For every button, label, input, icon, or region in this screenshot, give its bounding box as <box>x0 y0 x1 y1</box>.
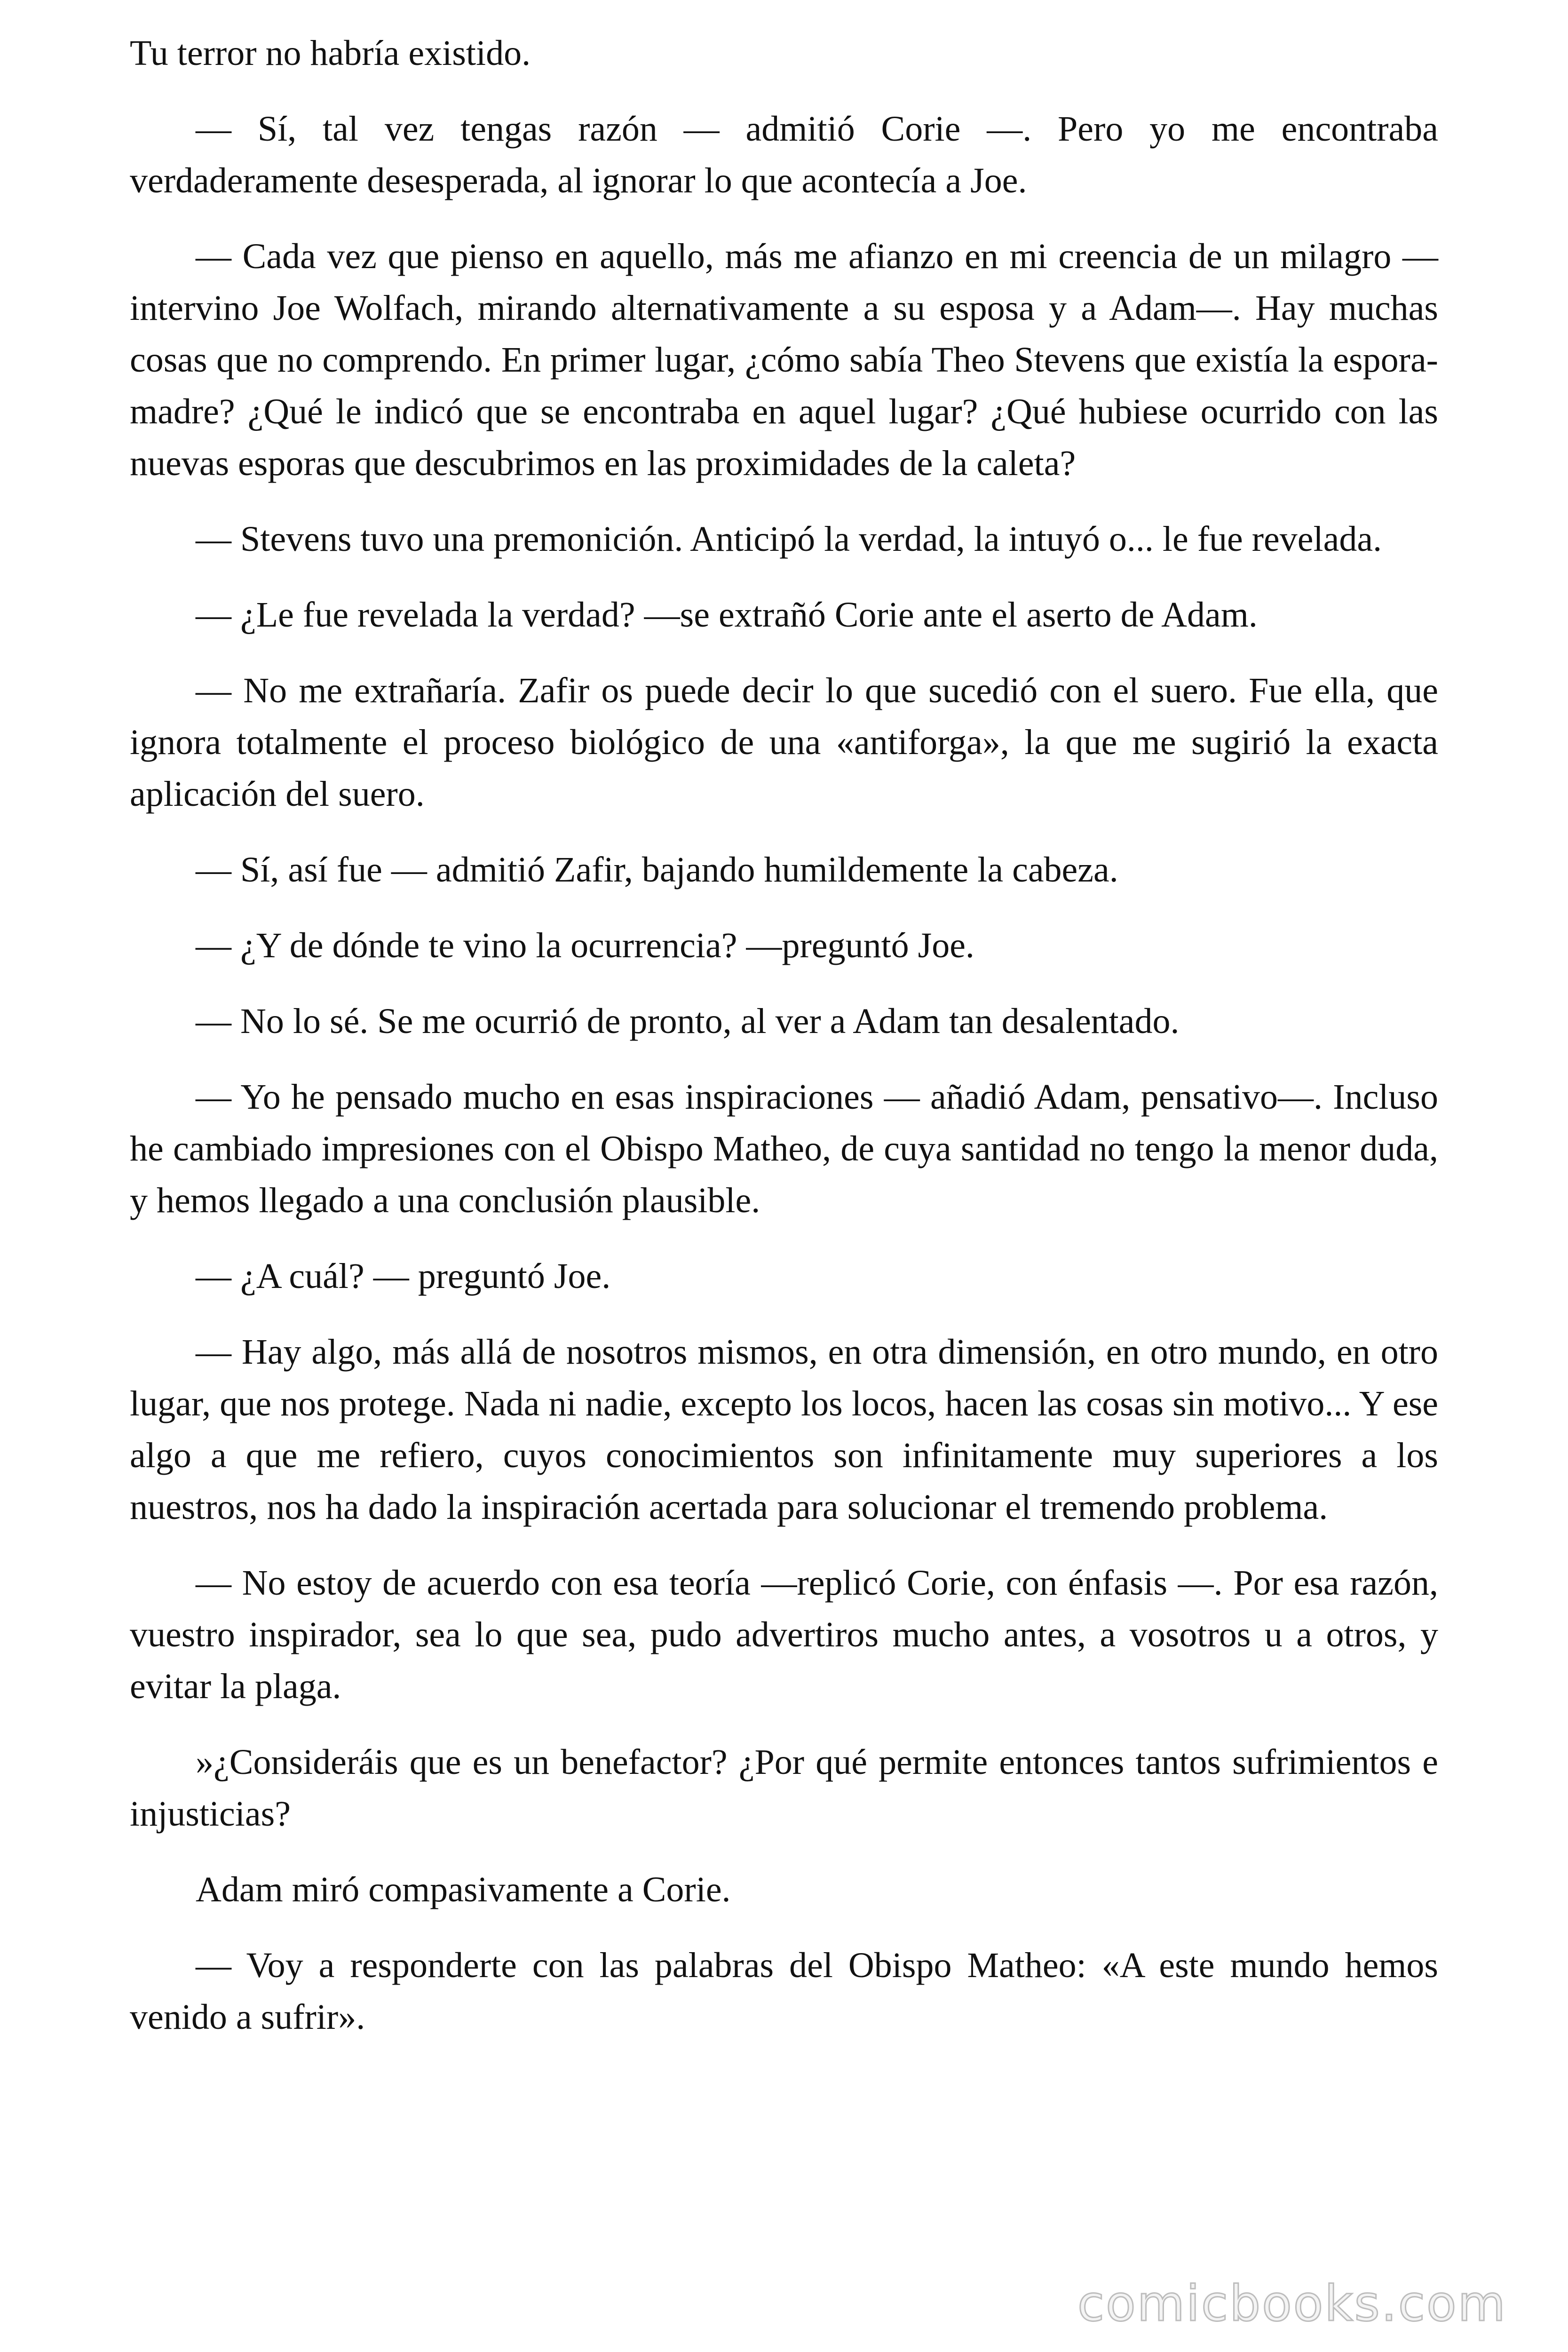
paragraph-14: »¿Consideráis que es un benefactor? ¿Por qué permite entonces tantos sufrimientos e injusticias? <box>130 1742 1438 1834</box>
paragraph-10: — Yo he pensado mucho en esas inspiraciones — añadió Adam, pensativo—. Incluso he cambiado impresiones con el Obispo Matheo, de cuya santidad no tengo la menor duda, y hemos llegado a una conclusión plausible. <box>130 1077 1438 1220</box>
paragraph-1: Tu terror no habría existido. <box>130 33 531 73</box>
paragraph-6: — No me extrañaría. Zafir os puede decir lo que sucedió con el suero. Fue ella, que ignora totalmente el proceso biológico de una «antiforga», la que me sugirió la exacta aplicación del suero. <box>130 671 1438 814</box>
paragraph-7: — Sí, así fue — admitió Zafir, bajando humildemente la cabeza. <box>196 850 1118 890</box>
paragraph-2: — Sí, tal vez tengas razón — admitió Corie —. Pero yo me encontraba verdaderamente desesperada, al ignorar lo que acontecía a Joe. <box>130 109 1438 200</box>
paragraph-4: — Stevens tuvo una premonición. Anticipó la verdad, la intuyó o... le fue revelada. <box>196 519 1382 559</box>
paragraph-3: — Cada vez que pienso en aquello, más me afianzo en mi creencia de un milagro —intervino Joe Wolfach, mirando alternativamente a su esposa y a Adam—. Hay muchas cosas que no comprendo. En primer lugar, ¿cómo sabía Theo Stevens que existía la espora-madre? ¿Qué le indicó que se encontraba en aquel lugar? ¿Qué hubiese ocurrido con las nuevas esporas que descubrimos en las proximidades de la caleta? <box>130 237 1438 483</box>
paragraph-9: — No lo sé. Se me ocurrió de pronto, al ver a Adam tan desalentado. <box>196 1001 1180 1041</box>
paragraph-16: — Voy a responderte con las palabras del Obispo Matheo: «A este mundo hemos venido a sufrir». <box>130 1946 1438 2037</box>
paragraph-11: — ¿A cuál? — preguntó Joe. <box>196 1256 611 1296</box>
paragraph-13: — No estoy de acuerdo con esa teoría —replicó Corie, con énfasis —. Por esa razón, vuestro inspirador, sea lo que sea, pudo advertiros mucho antes, a vosotros u a otros, y evitar la plaga. <box>130 1563 1438 1706</box>
paragraph-12: — Hay algo, más allá de nosotros mismos, en otra dimensión, en otro mundo, en otro lugar, que nos protege. Nada ni nadie, excepto los locos, hacen las cosas sin motivo... Y ese algo a que me refiero, cuyos conocimientos son infinitamente muy superiores a los nuestros, nos ha dado la inspiración acertada para solucionar el tremendo problema. <box>130 1332 1438 1527</box>
paragraph-5: — ¿Le fue revelada la verdad? —se extrañó Corie ante el aserto de Adam. <box>196 595 1258 635</box>
watermark: comicbooks.com <box>1077 2275 1507 2332</box>
paragraph-8: — ¿Y de dónde te vino la ocurrencia? —preguntó Joe. <box>196 926 974 965</box>
paragraph-15: Adam miró compasivamente a Corie. <box>196 1870 731 1909</box>
